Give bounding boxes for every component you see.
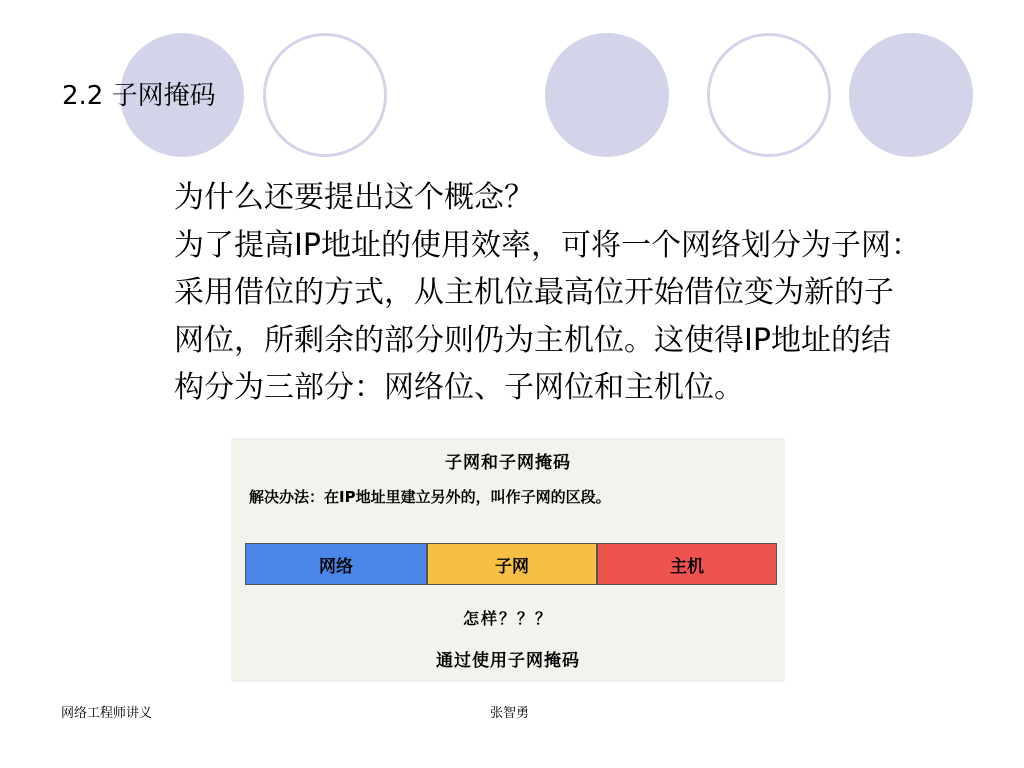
body-line: 网位，所剩余的部分则仍为主机位。这使得IP地址的结 — [174, 322, 891, 358]
decorative-circle-3 — [545, 33, 669, 157]
slide-body — [174, 174, 1014, 412]
figure-title: 子网和子网掩码 — [445, 453, 571, 473]
network-segment-label: 网络 — [319, 556, 353, 577]
network-segment — [245, 543, 427, 585]
figure-solution-text: 解决办法：在IP地址里建立另外的，叫作子网的区段。 — [249, 488, 611, 506]
body-line: 构分为三部分：网络位、子网位和主机位。 — [174, 370, 744, 405]
slide-title: 2.2 子网掩码 — [62, 81, 216, 111]
figure-answer: 通过使用子网掩码 — [436, 651, 580, 671]
figure-question: 怎样？？？ — [462, 609, 553, 628]
host-segment-label: 主机 — [670, 556, 704, 577]
decorative-circle-4 — [707, 33, 831, 157]
decorative-circle-2 — [263, 33, 387, 157]
host-segment — [597, 543, 777, 585]
decorative-circle-5 — [849, 33, 973, 157]
footer-course-name: 网络工程师讲义 — [61, 706, 153, 721]
body-line: 为了提高IP地址的使用效率，可将一个网络划分为子网： — [174, 227, 921, 263]
body-line: 采用借位的方式，从主机位最高位开始借位变为新的子 — [174, 275, 894, 310]
subnet-mask-figure — [231, 438, 785, 682]
body-line: 为什么还要提出这个概念？ — [174, 180, 534, 215]
subnet-segment-label: 子网 — [495, 556, 529, 577]
subnet-segment — [427, 543, 597, 585]
footer-author: 张智勇 — [490, 706, 530, 721]
